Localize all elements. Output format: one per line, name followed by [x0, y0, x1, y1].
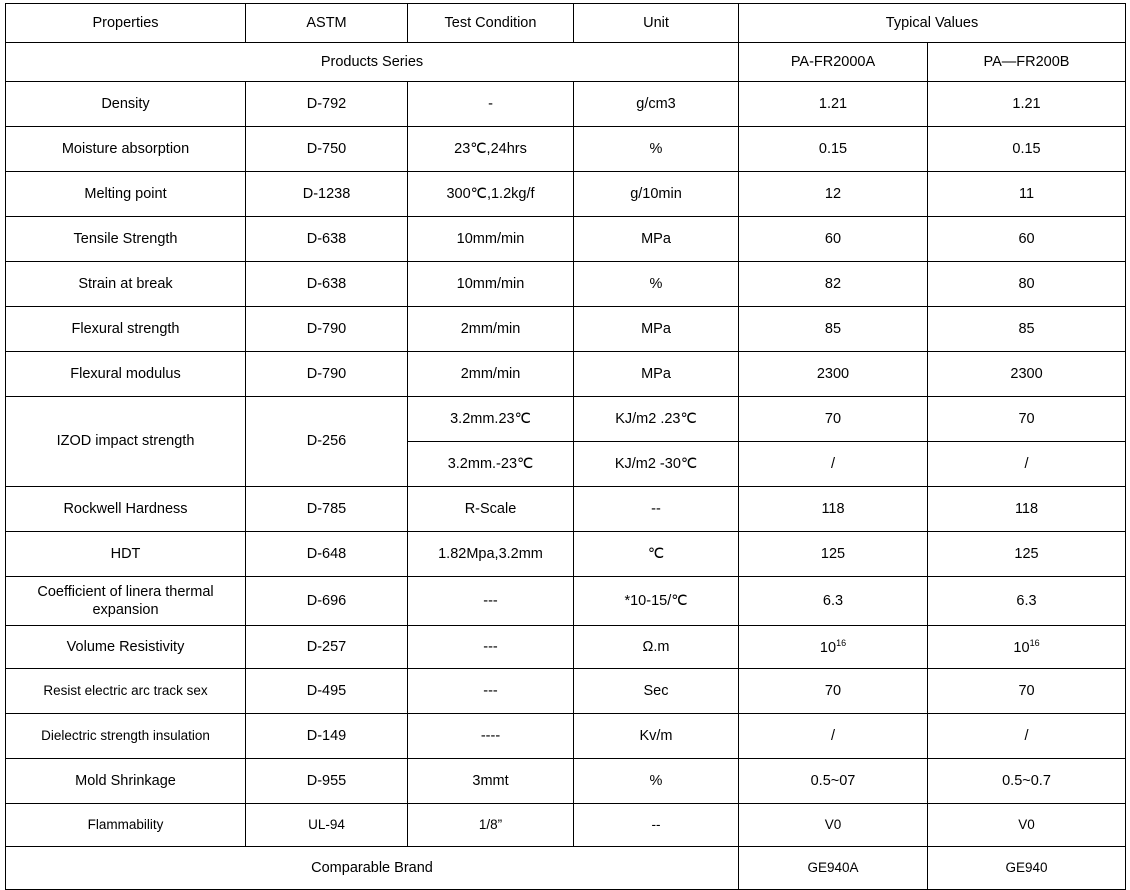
row-condition: - [408, 82, 574, 127]
row-value-1: 2300 [739, 352, 928, 397]
row-value-1: 125 [739, 532, 928, 577]
row-astm: D-790 [246, 352, 408, 397]
row-value-2: 0.15 [928, 127, 1126, 172]
row-property: Tensile Strength [6, 217, 246, 262]
row-property-izod: IZOD impact strength [6, 397, 246, 487]
row-unit: ℃ [574, 532, 739, 577]
row-property: Rockwell Hardness [6, 487, 246, 532]
row-condition: 3.2mm.23℃ [408, 397, 574, 442]
row-value-1: 1.21 [739, 82, 928, 127]
header-typical-values: Typical Values [739, 4, 1126, 43]
row-astm: D-257 [246, 626, 408, 669]
row-condition: 2mm/min [408, 352, 574, 397]
comparable-brand-value-1: GE940A [739, 847, 928, 890]
table-row [6, 262, 1126, 307]
row-unit: % [574, 759, 739, 804]
row-property: Flexural strength [6, 307, 246, 352]
row-astm: D-955 [246, 759, 408, 804]
row-unit: KJ/m2 .23℃ [574, 397, 739, 442]
row-condition: ---- [408, 714, 574, 759]
row-value-1: 60 [739, 217, 928, 262]
row-astm: D-750 [246, 127, 408, 172]
row-unit: Sec [574, 669, 739, 714]
row-astm: D-1238 [246, 172, 408, 217]
row-property: Mold Shrinkage [6, 759, 246, 804]
row-astm: D-495 [246, 669, 408, 714]
row-unit: MPa [574, 352, 739, 397]
row-unit: -- [574, 804, 739, 847]
row-value-1: / [739, 714, 928, 759]
table-row [6, 759, 1126, 804]
row-value-1 [739, 626, 928, 669]
table-row [6, 804, 1126, 847]
table-row [6, 532, 1126, 577]
row-unit: % [574, 262, 739, 307]
row-astm: UL-94 [246, 804, 408, 847]
row-condition: --- [408, 626, 574, 669]
row-property: Density [6, 82, 246, 127]
row-unit: MPa [574, 217, 739, 262]
table-row [6, 577, 1126, 626]
row-value-2: V0 [928, 804, 1126, 847]
row-value-2: 60 [928, 217, 1126, 262]
header-astm: ASTM [246, 4, 408, 43]
row-astm: D-638 [246, 217, 408, 262]
row-unit: Kv/m [574, 714, 739, 759]
row-astm: D-638 [246, 262, 408, 307]
resistivity-base-1: 10 [819, 639, 837, 656]
specification-table [5, 3, 1126, 890]
row-property: Strain at break [6, 262, 246, 307]
row-astm: D-790 [246, 307, 408, 352]
table-row [6, 217, 1126, 262]
table-row [6, 82, 1126, 127]
row-condition: 10mm/min [408, 217, 574, 262]
row-value-2: 125 [928, 532, 1126, 577]
row-condition: R-Scale [408, 487, 574, 532]
row-unit: *10-15/℃ [574, 577, 739, 626]
row-property: Volume Resistivity [6, 626, 246, 669]
row-value-1: 70 [739, 669, 928, 714]
table-row [6, 172, 1126, 217]
row-unit: KJ/m2 -30℃ [574, 442, 739, 487]
row-astm: D-792 [246, 82, 408, 127]
row-condition: 2mm/min [408, 307, 574, 352]
row-value-2: 11 [928, 172, 1126, 217]
table-row [6, 714, 1126, 759]
header-properties: Properties [6, 4, 246, 43]
product-column-1: PA-FR2000A [739, 43, 928, 82]
table-row [6, 352, 1126, 397]
resistivity-base-2: 10 [1013, 639, 1030, 656]
header-unit: Unit [574, 4, 739, 43]
row-value-2: 0.5~0.7 [928, 759, 1126, 804]
table-row-izod-1 [6, 397, 1126, 442]
row-property: Melting point [6, 172, 246, 217]
table-row-volume-resistivity [6, 626, 1126, 669]
row-unit: g/10min [574, 172, 739, 217]
table-row [6, 487, 1126, 532]
row-value-2: / [928, 714, 1126, 759]
table-row [6, 669, 1126, 714]
products-series-label: Products Series [6, 43, 739, 82]
row-value-2: / [928, 442, 1126, 487]
product-series-row [6, 43, 1126, 82]
comparable-brand-row [6, 847, 1126, 890]
row-astm: D-648 [246, 532, 408, 577]
row-unit: MPa [574, 307, 739, 352]
row-condition: 10mm/min [408, 262, 574, 307]
row-unit: -- [574, 487, 739, 532]
row-condition: 23℃,24hrs [408, 127, 574, 172]
spec-sheet [0, 3, 1130, 876]
row-value-2 [928, 626, 1126, 669]
row-value-2: 70 [928, 397, 1126, 442]
table-header-row [6, 4, 1126, 43]
row-condition: --- [408, 669, 574, 714]
row-condition: --- [408, 577, 574, 626]
row-unit: g/cm3 [574, 82, 739, 127]
row-astm: D-696 [246, 577, 408, 626]
row-property: Dielectric strength insulation [6, 714, 246, 759]
header-test-condition: Test Condition [408, 4, 574, 43]
row-value-2: 85 [928, 307, 1126, 352]
row-unit: Ω.m [574, 626, 739, 669]
row-value-1: 6.3 [739, 577, 928, 626]
product-column-2: PA—FR200B [928, 43, 1126, 82]
row-value-1: 85 [739, 307, 928, 352]
resistivity-exponent-2: 16 [1029, 637, 1040, 648]
row-property: Flexural modulus [6, 352, 246, 397]
row-value-1: 70 [739, 397, 928, 442]
row-condition: 3mmt [408, 759, 574, 804]
row-property: Flammability [6, 804, 246, 847]
row-condition: 300℃,1.2kg/f [408, 172, 574, 217]
row-value-1: 0.15 [739, 127, 928, 172]
row-value-1: 0.5~07 [739, 759, 928, 804]
row-astm: D-149 [246, 714, 408, 759]
resistivity-exponent-1: 16 [836, 637, 847, 648]
row-value-2: 118 [928, 487, 1126, 532]
row-condition: 3.2mm.-23℃ [408, 442, 574, 487]
row-unit: % [574, 127, 739, 172]
row-property: Resist electric arc track sex [6, 669, 246, 714]
row-condition: 1.82Mpa,3.2mm [408, 532, 574, 577]
row-value-1: 82 [739, 262, 928, 307]
row-value-2: 2300 [928, 352, 1126, 397]
row-value-1: 12 [739, 172, 928, 217]
row-property: Coefficient of linera thermal expansion [6, 577, 246, 626]
row-value-2: 6.3 [928, 577, 1126, 626]
row-value-2: 80 [928, 262, 1126, 307]
row-astm: D-785 [246, 487, 408, 532]
comparable-brand-label: Comparable Brand [6, 847, 739, 890]
comparable-brand-value-2: GE940 [928, 847, 1126, 890]
row-astm-izod: D-256 [246, 397, 408, 487]
row-condition: 1/8” [408, 804, 574, 847]
row-value-2: 70 [928, 669, 1126, 714]
row-property: Moisture absorption [6, 127, 246, 172]
row-value-1: V0 [739, 804, 928, 847]
table-row [6, 127, 1126, 172]
row-property: HDT [6, 532, 246, 577]
row-value-1: / [739, 442, 928, 487]
row-value-1: 118 [739, 487, 928, 532]
table-row [6, 307, 1126, 352]
row-value-2: 1.21 [928, 82, 1126, 127]
